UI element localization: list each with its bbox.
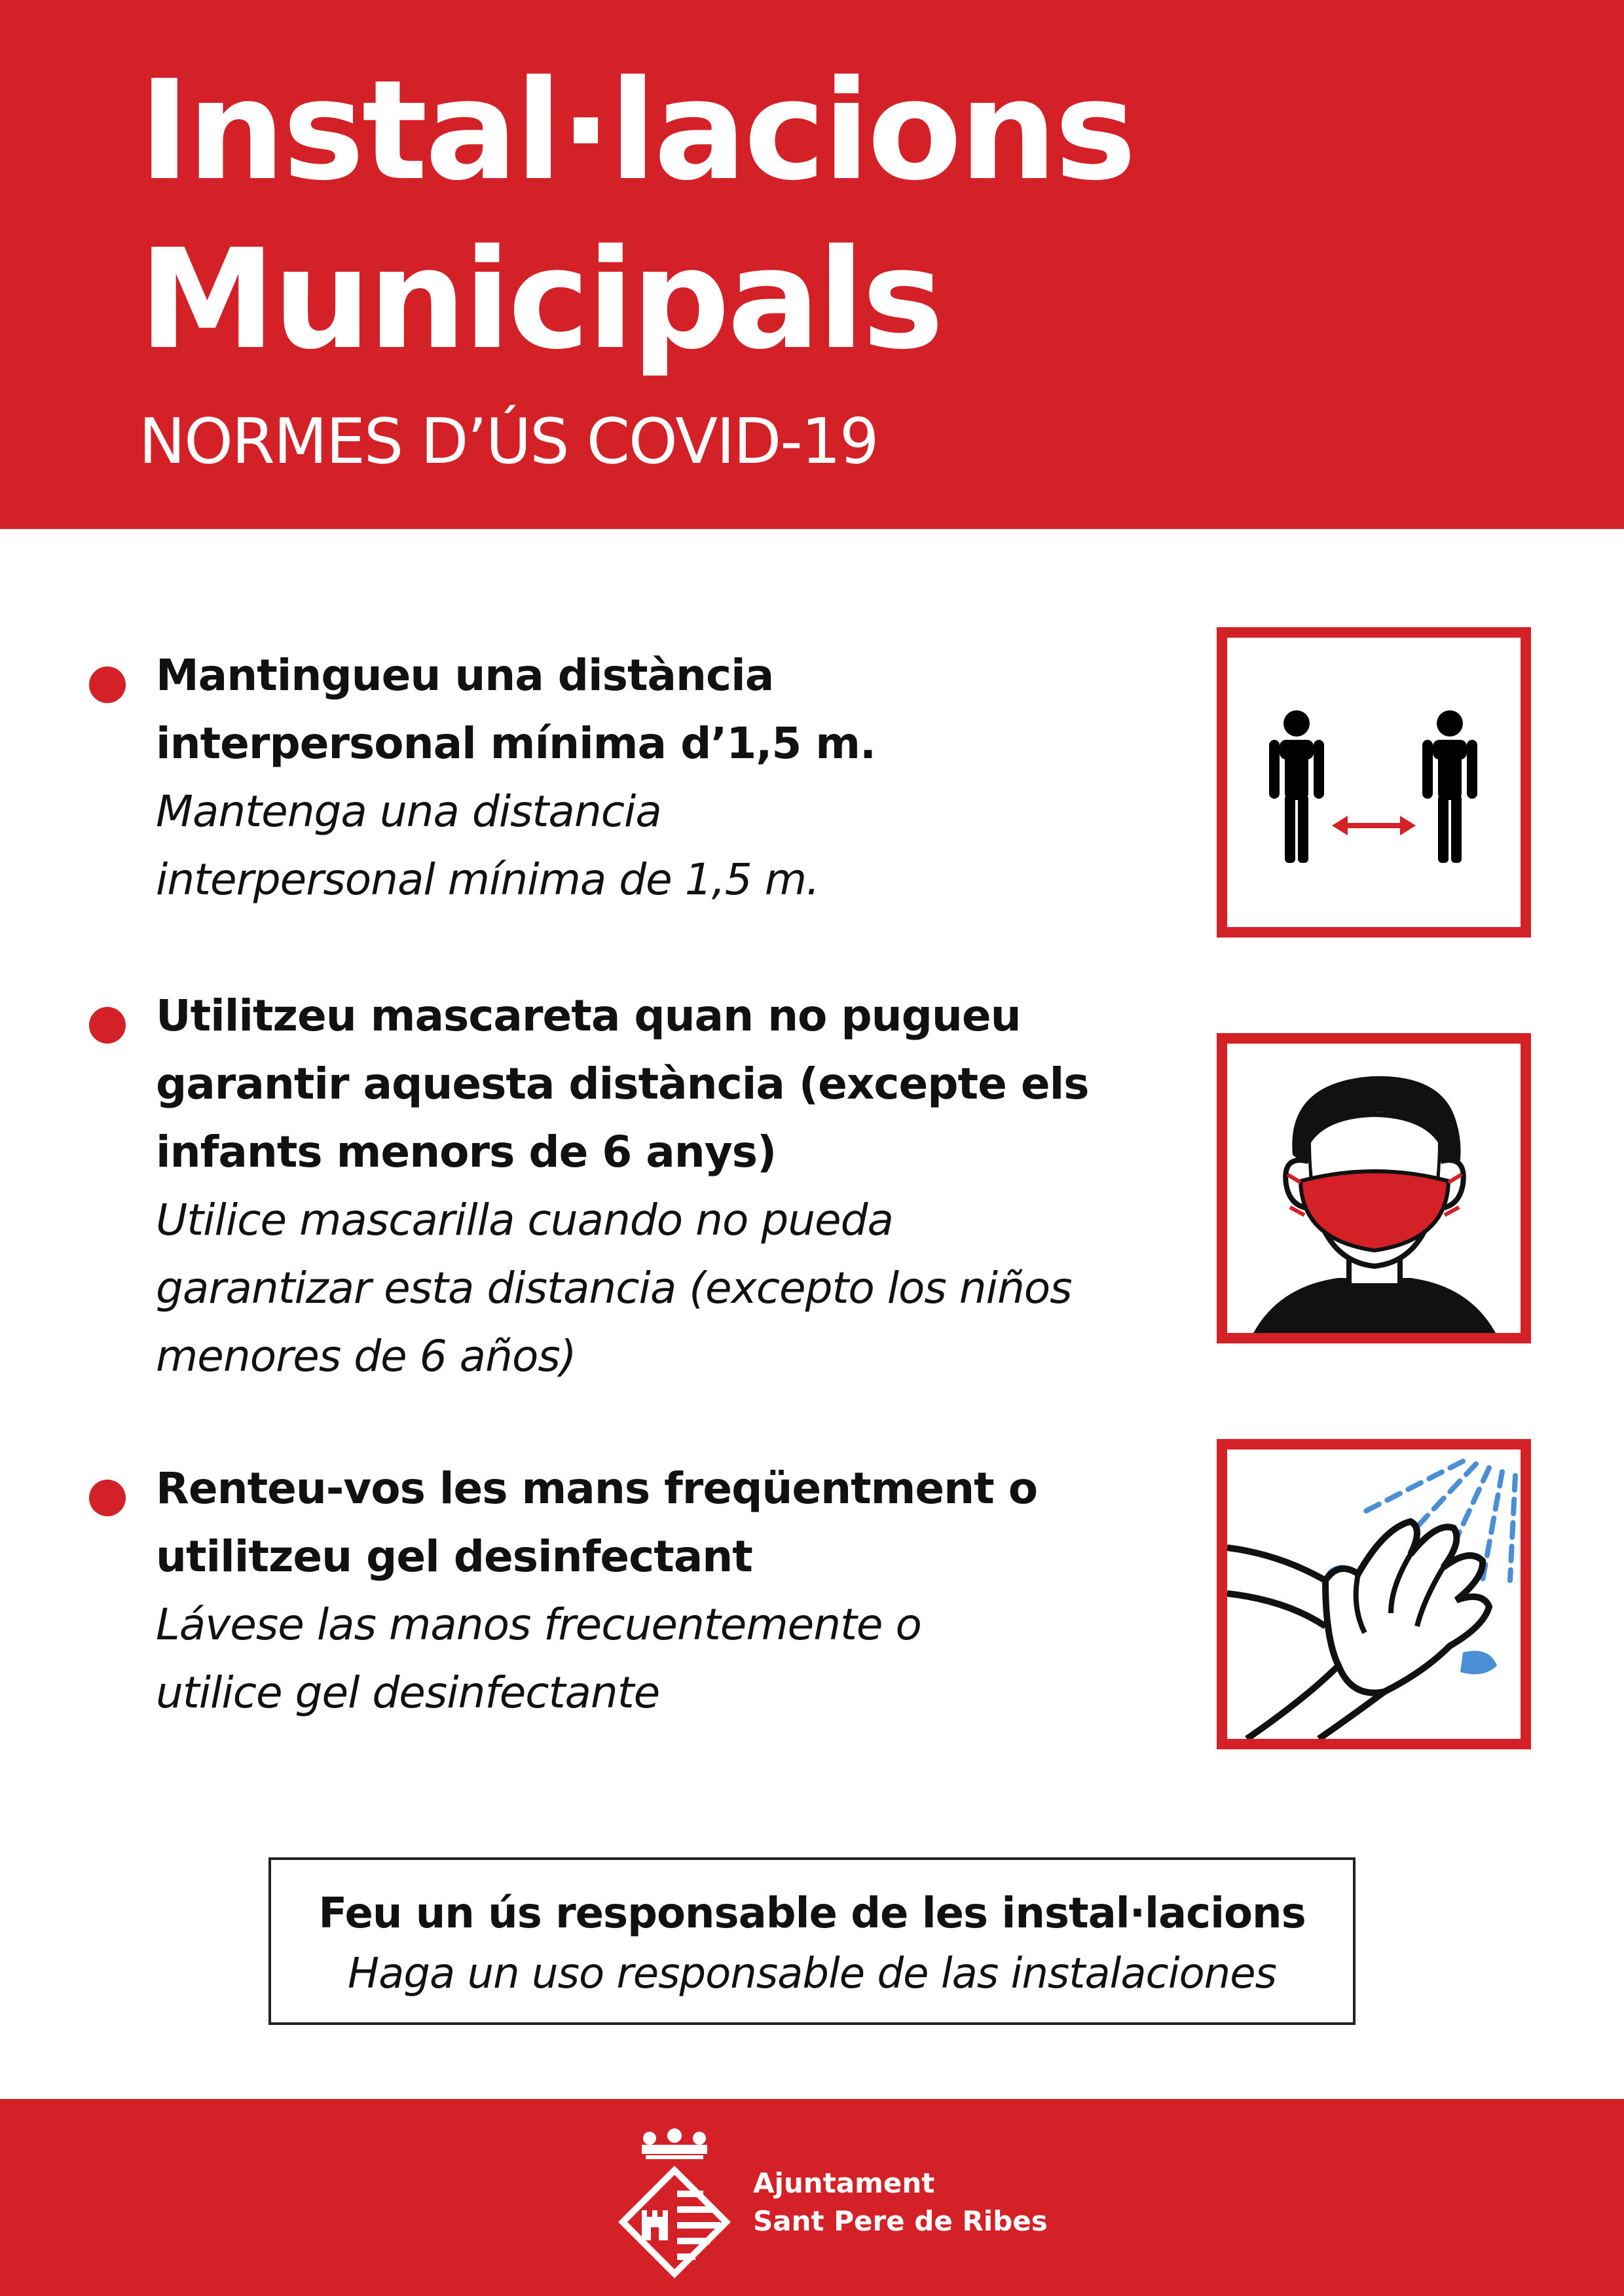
rule-catalan-line: interpersonal mínima d’1,5 m.	[156, 718, 876, 769]
header-banner	[0, 0, 1624, 529]
rule-spanish-line: utilice gel desinfectante	[156, 1667, 660, 1718]
bullet-icon	[89, 666, 126, 703]
rule-catalan-line: Renteu-vos les mans freqüentment o	[156, 1463, 1038, 1514]
social-distance-icon	[1217, 627, 1531, 938]
org-line-2: Sant Pere de Ribes	[753, 2205, 1048, 2237]
page-subtitle: NORMES D’ÚS COVID-19	[139, 406, 878, 478]
page-title-line-2: Municipals	[139, 219, 942, 380]
responsible-use-note	[268, 1857, 1356, 2025]
rule-spanish-line: Mantenga una distancia	[156, 786, 661, 837]
rule-catalan-line: Mantingueu una distància	[156, 650, 774, 701]
rule-text	[156, 642, 1164, 914]
organization-name	[753, 2164, 1048, 2240]
rule-spanish-line: Utilice mascarilla cuando no pueda	[156, 1195, 893, 1245]
rule-spanish-line: menores de 6 años)	[156, 1331, 576, 1381]
rule-spanish-line: garantizar esta distancia (excepto los niños	[156, 1263, 1072, 1313]
municipal-coat-of-arms-icon	[609, 2119, 740, 2282]
bullet-icon	[89, 1480, 126, 1516]
footer-banner	[0, 2099, 1624, 2296]
bullet-icon	[89, 1007, 126, 1044]
note-catalan: Feu un ús responsable de les instal·lacions	[318, 1889, 1306, 1938]
rule-catalan-line: Utilitzeu mascareta quan no pugueu	[156, 991, 1021, 1041]
rule-spanish-line: Lávese las manos frecuentemente o	[156, 1599, 921, 1650]
rule-catalan-line: garantir aquesta distància (excepte els	[156, 1059, 1089, 1109]
note-spanish: Haga un uso responsable de las instalaciones	[348, 1950, 1276, 1998]
face-mask-icon	[1217, 1033, 1531, 1343]
rule-text	[156, 982, 1164, 1391]
rule-text	[156, 1455, 1164, 1727]
org-line-1: Ajuntament	[753, 2167, 935, 2199]
rule-catalan-line: utilitzeu gel desinfectant	[156, 1531, 752, 1582]
page-title-line-1: Instal·lacions	[139, 50, 1134, 211]
hand-sanitizer-icon	[1217, 1439, 1531, 1749]
rule-catalan-line: infants menors de 6 anys)	[156, 1127, 777, 1177]
rule-spanish-line: interpersonal mínima de 1,5 m.	[156, 854, 819, 905]
